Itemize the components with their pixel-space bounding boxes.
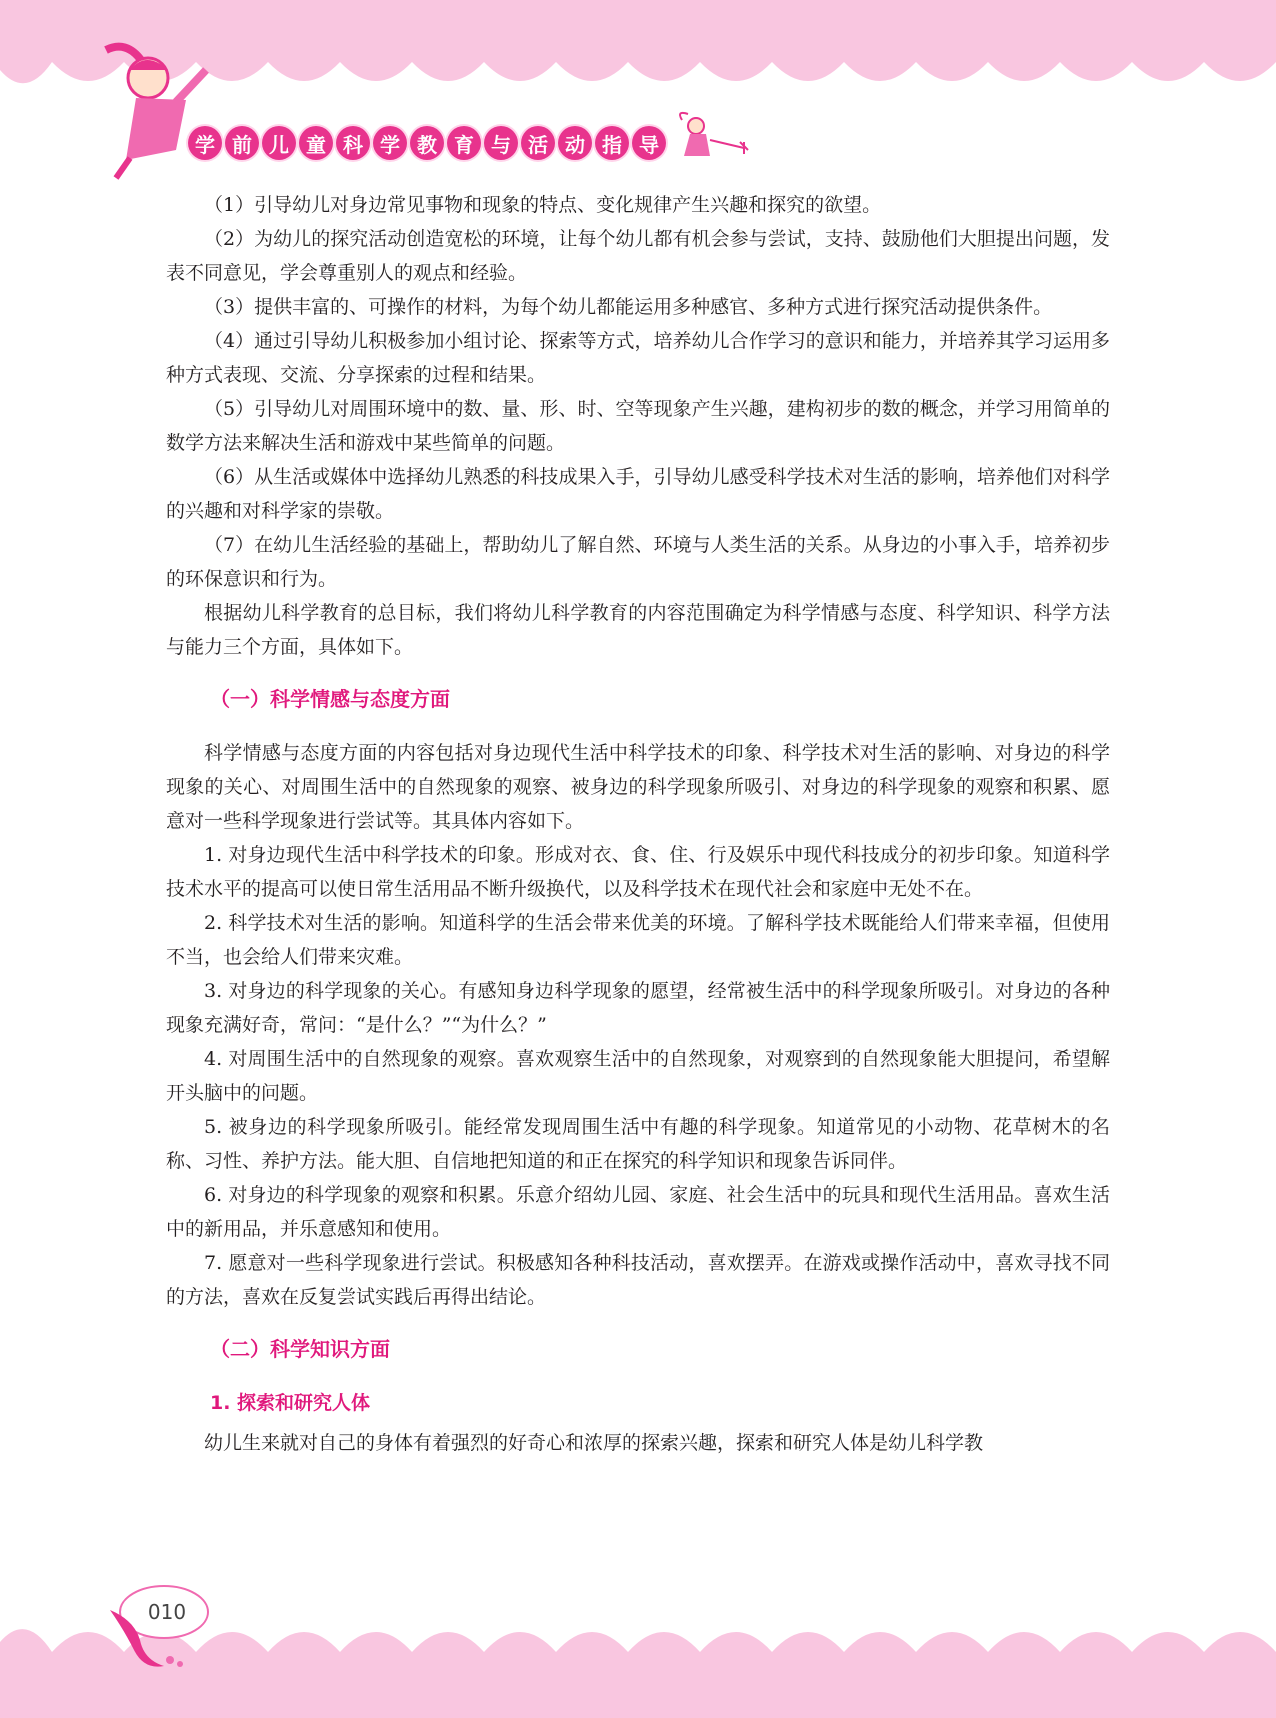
paragraph: （2）为幼儿的探究活动创造宽松的环境，让每个幼儿都有机会参与尝试，支持、鼓励他们大胆提出问题，发表不同意见，学会尊重别人的观点和经验。 <box>166 228 1110 284</box>
paragraph: （3）提供丰富的、可操作的材料，为每个幼儿都能运用多种感官、多种方式进行探究活动提供条件。 <box>204 296 1053 318</box>
paragraph: （4）通过引导幼儿积极参加小组讨论、探索等方式，培养幼儿合作学习的意识和能力，并培养其学习运用多种方式表现、交流、分享探索的过程和结果。 <box>166 330 1110 386</box>
paragraph: （1）引导幼儿对身边常见事物和现象的特点、变化规律产生兴趣和探究的欲望。 <box>204 194 882 216</box>
book-title-char: 动 <box>558 126 592 160</box>
book-title-char: 学 <box>188 126 222 160</box>
book-title-char: 科 <box>336 126 370 160</box>
section-heading: （二）科学知识方面 <box>210 1337 390 1361</box>
book-title-char: 育 <box>447 126 481 160</box>
paragraph: 7. 愿意对一些科学现象进行尝试。积极感知各种科技活动，喜欢摆弄。在游戏或操作活动中，喜欢寻找不同的方法，喜欢在反复尝试实践后再得出结论。 <box>166 1252 1110 1308</box>
book-title <box>188 126 666 160</box>
paragraph: 5. 被身边的科学现象所吸引。能经常发现周围生活中有趣的科学现象。知道常见的小动物、花草树木的名称、习性、养护方法。能大胆、自信地把知道的和正在探究的科学知识和现象告诉同伴。 <box>166 1116 1110 1172</box>
paragraph: 6. 对身边的科学现象的观察和积累。乐意介绍幼儿园、家庭、社会生活中的玩具和现代生活用品。喜欢生活中的新用品，并乐意感知和使用。 <box>166 1184 1110 1240</box>
subsection-heading: 1. 探索和研究人体 <box>210 1392 371 1414</box>
paragraph: 3. 对身边的科学现象的关心。有感知身边科学现象的愿望，经常被生活中的科学现象所吸引。对身边的各种现象充满好奇，常问：“是什么？”“为什么？” <box>166 980 1110 1036</box>
main-content <box>166 188 1110 1460</box>
book-title-char: 学 <box>373 126 407 160</box>
paragraph: 1. 对身边现代生活中科学技术的印象。形成对衣、食、住、行及娱乐中现代科技成分的初步印象。知道科学技术水平的提高可以使日常生活用品不断升级换代，以及科学技术在现代社会和家庭中无处不在。 <box>166 844 1110 900</box>
paragraph: 2. 科学技术对生活的影响。知道科学的生活会带来优美的环境。了解科学技术既能给人们带来幸福，但使用不当，也会给人们带来灾难。 <box>166 912 1110 968</box>
book-title-char: 活 <box>521 126 555 160</box>
section-heading: （一）科学情感与态度方面 <box>210 687 450 711</box>
book-title-char: 教 <box>410 126 444 160</box>
fairy-illustration-icon <box>674 106 754 166</box>
paragraph: 科学情感与态度方面的内容包括对身边现代生活中科学技术的印象、科学技术对生活的影响、对身边的科学现象的关心、对周围生活中的自然现象的观察、被身边的科学现象所吸引、对身边的科学现象的观察和积累、愿意对一些科学现象进行尝试等。其具体内容如下。 <box>166 742 1110 832</box>
book-title-char: 导 <box>632 126 666 160</box>
book-title-char: 童 <box>299 126 333 160</box>
paragraph: （5）引导幼儿对周围环境中的数、量、形、时、空等现象产生兴趣，建构初步的数的概念，并学习用简单的数学方法来解决生活和游戏中某些简单的问题。 <box>166 398 1110 454</box>
page-number: 010 <box>147 1600 187 1624</box>
paragraph: 根据幼儿科学教育的总目标，我们将幼儿科学教育的内容范围确定为科学情感与态度、科学知识、科学方法与能力三个方面，具体如下。 <box>166 602 1110 658</box>
book-title-char: 与 <box>484 126 518 160</box>
book-title-char: 儿 <box>262 126 296 160</box>
paragraph: （6）从生活或媒体中选择幼儿熟悉的科技成果入手，引导幼儿感受科学技术对生活的影响，培养他们对科学的兴趣和对科学家的崇敬。 <box>166 466 1110 522</box>
paragraph: 幼儿生来就对自己的身体有着强烈的好奇心和浓厚的探索兴趣，探索和研究人体是幼儿科学教 <box>204 1432 984 1454</box>
paragraph: 4. 对周围生活中的自然现象的观察。喜欢观察生活中的自然现象，对观察到的自然现象能大胆提问，希望解开头脑中的问题。 <box>166 1048 1110 1104</box>
paragraph: （7）在幼儿生活经验的基础上，帮助幼儿了解自然、环境与人类生活的关系。从身边的小事入手，培养初步的环保意识和行为。 <box>166 534 1110 590</box>
book-title-char: 指 <box>595 126 629 160</box>
book-title-char: 前 <box>225 126 259 160</box>
